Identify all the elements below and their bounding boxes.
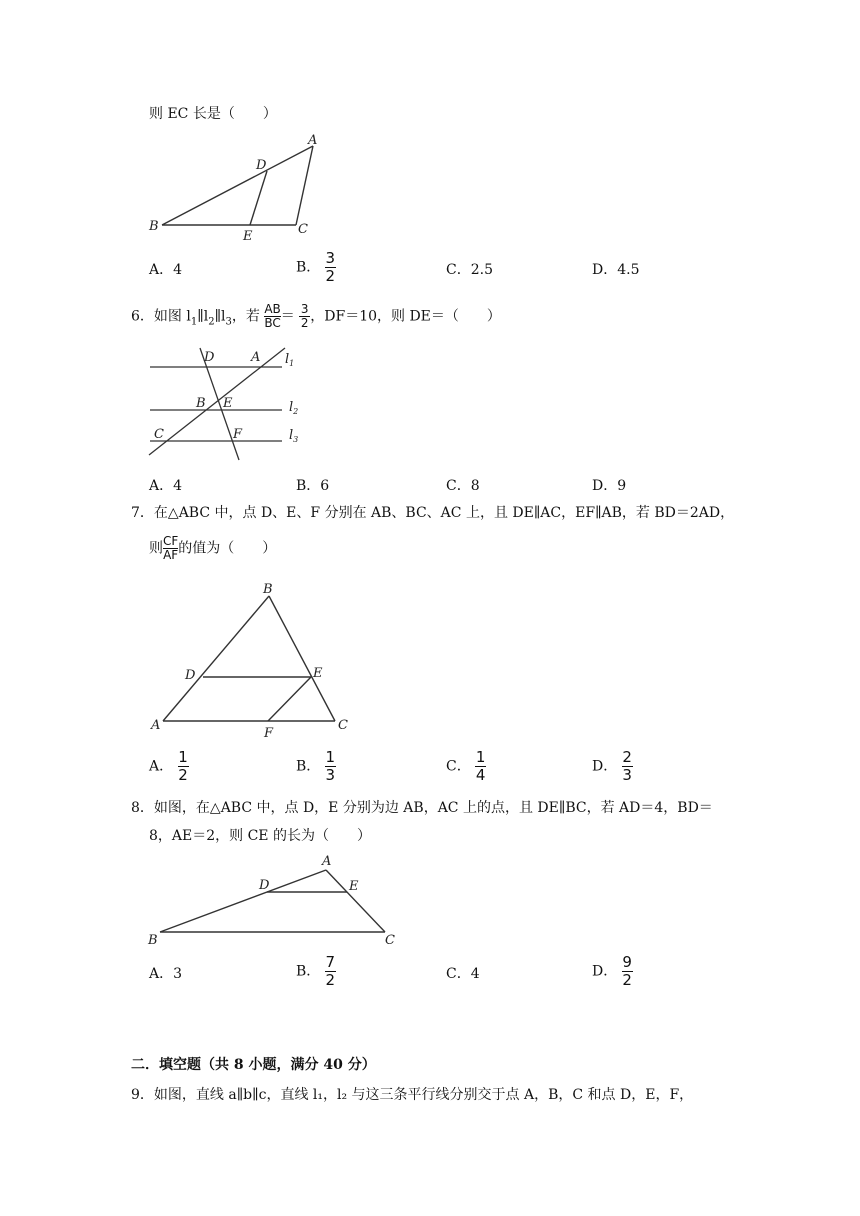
- q6-option-d[interactable]: D．9: [592, 478, 627, 494]
- q8-label-a: A: [322, 854, 332, 869]
- q5-figure: [140, 132, 340, 242]
- q6-label-d: D: [204, 350, 215, 365]
- q7-option-a[interactable]: A． $\frac{1}{2}$: [149, 748, 188, 784]
- q5-label-c: C: [298, 222, 308, 237]
- q8-label-c: C: [385, 933, 395, 948]
- question-number: 8．: [131, 800, 154, 816]
- q6-label-l3: $l_3$: [289, 428, 299, 444]
- q6-label-b: B: [196, 396, 206, 411]
- option-letter: D．: [592, 262, 618, 278]
- option-letter: B．: [296, 259, 321, 276]
- q9-stem-line1: 9．如图，直线 a∥b∥c，直线 l₁，l₂ 与这三条平行线分别交于点 A，B，C 和点 D，E，F，: [131, 1087, 694, 1103]
- q6-option-b[interactable]: B．6: [296, 478, 330, 494]
- q6-option-c[interactable]: C．8: [446, 478, 480, 494]
- fraction: $\frac{3}{2}$: [325, 249, 336, 285]
- q5-label-a: A: [308, 133, 318, 148]
- q7-label-b: B: [263, 582, 273, 597]
- q8-option-c[interactable]: C．4: [446, 966, 480, 982]
- q7-figure: [145, 578, 360, 743]
- q7-option-b[interactable]: B． $\frac{1}{3}$: [296, 748, 336, 784]
- q7-label-c: C: [338, 718, 348, 733]
- q7-label-f: F: [264, 726, 274, 741]
- q6-figure: [145, 342, 315, 467]
- q5-stem-tail: 则 EC 长是（ ）: [149, 106, 277, 122]
- q7-label-a: A: [151, 718, 161, 733]
- q7-stem-line1: 7．在△ABC 中，点 D、E、F 分别在 AB、BC、AC 上，且 DE∥AC，EF∥AB，若 BD＝2AD，: [131, 505, 735, 521]
- q7-label-e: E: [313, 666, 323, 681]
- q6-label-l2: $l_2$: [289, 400, 299, 416]
- q5-option-d[interactable]: [592, 259, 640, 279]
- q8-label-e: E: [349, 879, 359, 894]
- ratio-fraction: $\frac{CF}{AF}$: [163, 534, 179, 562]
- q6-label-e: E: [223, 396, 233, 411]
- option-value: 4: [173, 262, 183, 278]
- q8-label-b: B: [148, 933, 158, 948]
- question-number: 6．: [131, 308, 154, 325]
- question-number: 9．: [131, 1087, 154, 1103]
- option-letter: A．: [149, 262, 174, 278]
- q8-label-d: D: [259, 878, 270, 893]
- q7-option-d[interactable]: D． $\frac{2}{3}$: [592, 748, 632, 784]
- q6-label-a: A: [251, 350, 261, 365]
- option-value: 4.5: [617, 262, 640, 278]
- option-value: 2.5: [470, 262, 493, 278]
- q5-label-b: B: [149, 219, 159, 234]
- q5-label-d: D: [256, 158, 267, 173]
- q6-label-f: F: [233, 427, 243, 442]
- q8-option-b[interactable]: B． $\frac{7}{2}$: [296, 953, 336, 989]
- q6-label-l1: $l_1$: [285, 352, 295, 368]
- q6-option-a[interactable]: A．4: [149, 478, 183, 494]
- q7-option-c[interactable]: C． $\frac{1}{4}$: [446, 748, 486, 784]
- q5-label-e: E: [243, 229, 253, 244]
- q7-label-d: D: [185, 668, 196, 683]
- q8-stem-line1: 8．如图，在△ABC 中，点 D，E 分别为边 AB，AC 上的点，且 DE∥BC，若 AD＝4，BD＝: [131, 800, 713, 816]
- value-fraction: $\frac{3}{2}$: [300, 302, 309, 330]
- q8-option-a[interactable]: A．3: [149, 966, 183, 982]
- q8-figure: [145, 852, 405, 952]
- q6-stem: 6．如图 $l_1\parallel l_2\parallel l_3$，若 $\frac{AB}{BC}$ ＝ $\frac{3}{2}$ ，DF＝10，则 DE＝（ ）: [131, 302, 501, 330]
- option-letter: C．: [446, 262, 471, 278]
- section-title: 二．填空题（共 8 小题，满分 40 分）: [131, 1057, 376, 1073]
- q5-option-b[interactable]: [296, 250, 336, 285]
- question-number: 7．: [131, 505, 154, 521]
- q5-option-a[interactable]: [149, 259, 182, 279]
- q5-option-c[interactable]: [446, 259, 493, 279]
- ratio-fraction: $\frac{AB}{BC}$: [264, 302, 281, 330]
- q7-stem-line2: 则 $\frac{CF}{AF}$ 的值为（ ）: [149, 534, 277, 562]
- q6-label-c: C: [154, 427, 164, 442]
- q8-option-d[interactable]: D． $\frac{9}{2}$: [592, 953, 632, 989]
- q8-stem-line2: 8，AE＝2，则 CE 的长为（ ）: [149, 828, 371, 844]
